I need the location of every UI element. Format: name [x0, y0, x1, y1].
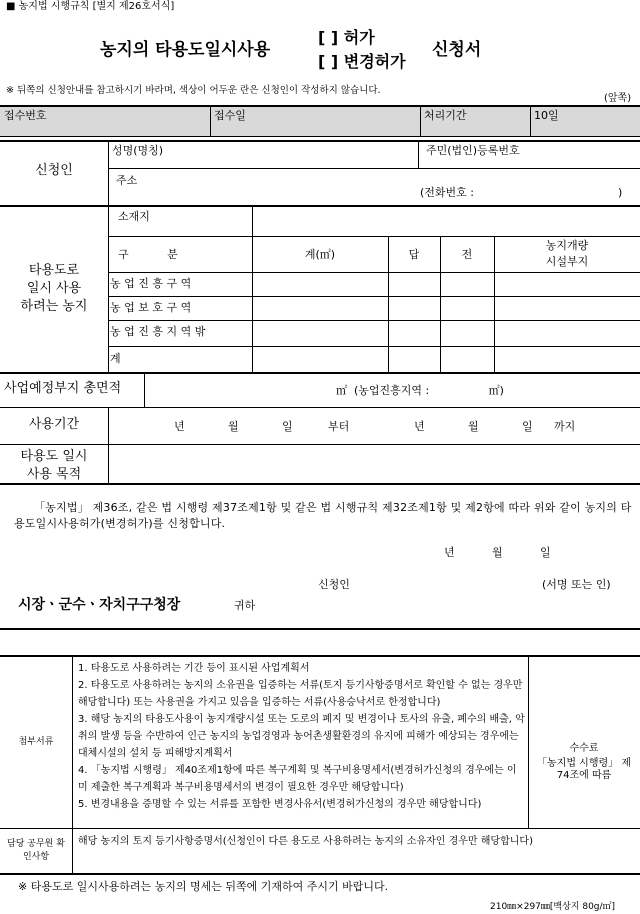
end-month-field[interactable]: 월: [468, 420, 479, 433]
column-field: 전: [461, 248, 473, 261]
applicant-id-field[interactable]: 주민(법인)등록번호: [426, 144, 520, 157]
front-side-label: (앞쪽): [604, 93, 632, 104]
end-day-field[interactable]: 일: [522, 420, 533, 433]
business-area-label: 사업예정부지 총면적: [4, 381, 122, 396]
applicant-phone-field[interactable]: (전화번호 :: [420, 186, 474, 199]
farmland-location-label: 소재지: [118, 210, 150, 223]
start-day-field[interactable]: 일: [282, 420, 293, 433]
usage-purpose-label: 타용도 일시 사용 목적: [20, 449, 88, 482]
applicant-sign-label: 신청인: [318, 578, 350, 591]
option-change-checkbox[interactable]: [ ] 변경허가: [318, 52, 406, 71]
usage-purpose-input[interactable]: [110, 446, 638, 482]
recipient-label: 시장ㆍ군수ㆍ자치구구청장: [18, 597, 181, 613]
processing-period-value: 10일: [534, 109, 559, 122]
date-month-field[interactable]: 월: [492, 546, 503, 559]
end-year-field[interactable]: 년: [414, 420, 425, 433]
fee-text: 「농지법 시행령」 제74조에 따름: [537, 758, 631, 781]
attachment-item: 5. 변경내용을 증명할 수 있는 서류를 포함한 변경사유서(변경허가신청의 경우만 해당합니다): [78, 799, 482, 810]
receipt-date-label: 접수일: [214, 109, 246, 122]
column-total: 계(㎡): [304, 248, 336, 261]
applicant-address-field[interactable]: 주소: [116, 174, 138, 187]
footer-note: ※ 타용도로 일시사용하려는 농지의 명세는 뒤쪽에 기재하여 주시기 바랍니다.: [18, 880, 389, 893]
farmland-location-input[interactable]: [254, 208, 638, 234]
row-protection-zone: 농 업 보 호 구 역: [110, 301, 192, 314]
attachments-label: 첨부서류: [18, 737, 54, 747]
column-development-site: 농지개량 시설부지: [545, 239, 589, 268]
declaration-text: 「농지법」 제36조, 같은 법 시행령 제37조제1항 및 같은 법 시행규칙 제32조제1항 및 제2항에 따라 위와 같이 농지의 타용도일시사용허가(변경허가)를 신청합니다.: [14, 501, 632, 530]
date-day-field[interactable]: 일: [540, 546, 551, 559]
receipt-number-label: 접수번호: [4, 109, 47, 122]
business-area-input[interactable]: ㎡ (농업진흥지역 : ㎡): [336, 384, 504, 397]
attachment-item: 2. 타용도로 사용하려는 농지의 소유권을 입증하는 서류(토지 등기사항증명서로 확인할 수 없는 경우만 해당합니다) 또는 사용권을 가지고 있음을 입증하는 서류(사용승낙서로 한정합니다): [78, 680, 523, 708]
official-check-text: 해당 농지의 토지 등기사항증명서(신청인이 다른 용도로 사용하려는 농지의 소유자인 경우만 해당합니다): [78, 836, 533, 847]
date-year-field[interactable]: 년: [444, 546, 455, 559]
processing-period-label: 처리기간: [424, 109, 467, 122]
recipient-honorific: 귀하: [234, 599, 256, 612]
official-check-label: 담당 공무원 확인사항: [7, 839, 65, 862]
form-title-left: 농지의 타용도일시사용: [100, 40, 271, 60]
notice-text: ※ 뒤쪽의 신청안내를 참고하시기 바라며, 색상이 어두운 란은 신청인이 작성하지 않습니다.: [6, 85, 381, 96]
option-permit-checkbox[interactable]: [ ] 허가: [318, 28, 375, 47]
attachments-list: [78, 660, 526, 813]
column-paddy: 답: [408, 248, 420, 261]
column-category: 구 분: [118, 248, 178, 261]
attachment-item: 4. 「농지법 시행령」 제40조제1항에 따른 복구계획 및 복구비용명세서(변경허가신청의 경우에는 이미 제출한 복구계획과 복구비용명세서의 변경이 필요한 경우만 해당합니다): [78, 765, 517, 793]
row-promotion-zone: 농 업 진 흥 구 역: [110, 277, 192, 290]
regulation-label: ■ 농지법 시행규칙 [별지 제26호서식]: [6, 1, 175, 12]
applicant-phone-close: ): [618, 186, 623, 199]
period-until-label: 까지: [554, 420, 576, 433]
applicant-section-label: 신청인: [35, 163, 73, 178]
applicant-name-field[interactable]: 성명(명칭): [112, 144, 164, 157]
row-total: 계: [110, 352, 121, 365]
fee-label: 수수료: [569, 743, 599, 754]
usage-period-label: 사용기간: [28, 417, 80, 432]
farmland-section-label: 타용도로 일시 사용 하려는 농지: [20, 263, 88, 314]
start-month-field[interactable]: 월: [228, 420, 239, 433]
attachment-item: 1. 타용도로 사용하려는 기간 등이 표시된 사업계획서: [78, 663, 310, 674]
paper-spec: 210㎜×297㎜[백상지 80g/㎡]: [490, 902, 616, 912]
period-from-label: 부터: [328, 420, 350, 433]
attachment-item: 3. 해당 농지의 타용도사용이 농지개량시설 또는 도로의 폐지 및 변경이나 토사의 유출, 폐수의 배출, 악취의 발생 등을 수반하여 인근 농지의 농업경영과 농어촌생활환경의 유지에 피해가 예상되는 경우에는 대체시설의 설치 등 피해방지계획서: [78, 714, 525, 759]
start-year-field[interactable]: 년: [174, 420, 185, 433]
signature-field[interactable]: (서명 또는 인): [542, 578, 611, 591]
row-outside-promotion-area: 농 업 진 흥 지 역 밖: [110, 325, 206, 338]
form-title-right: 신청서: [432, 40, 482, 60]
